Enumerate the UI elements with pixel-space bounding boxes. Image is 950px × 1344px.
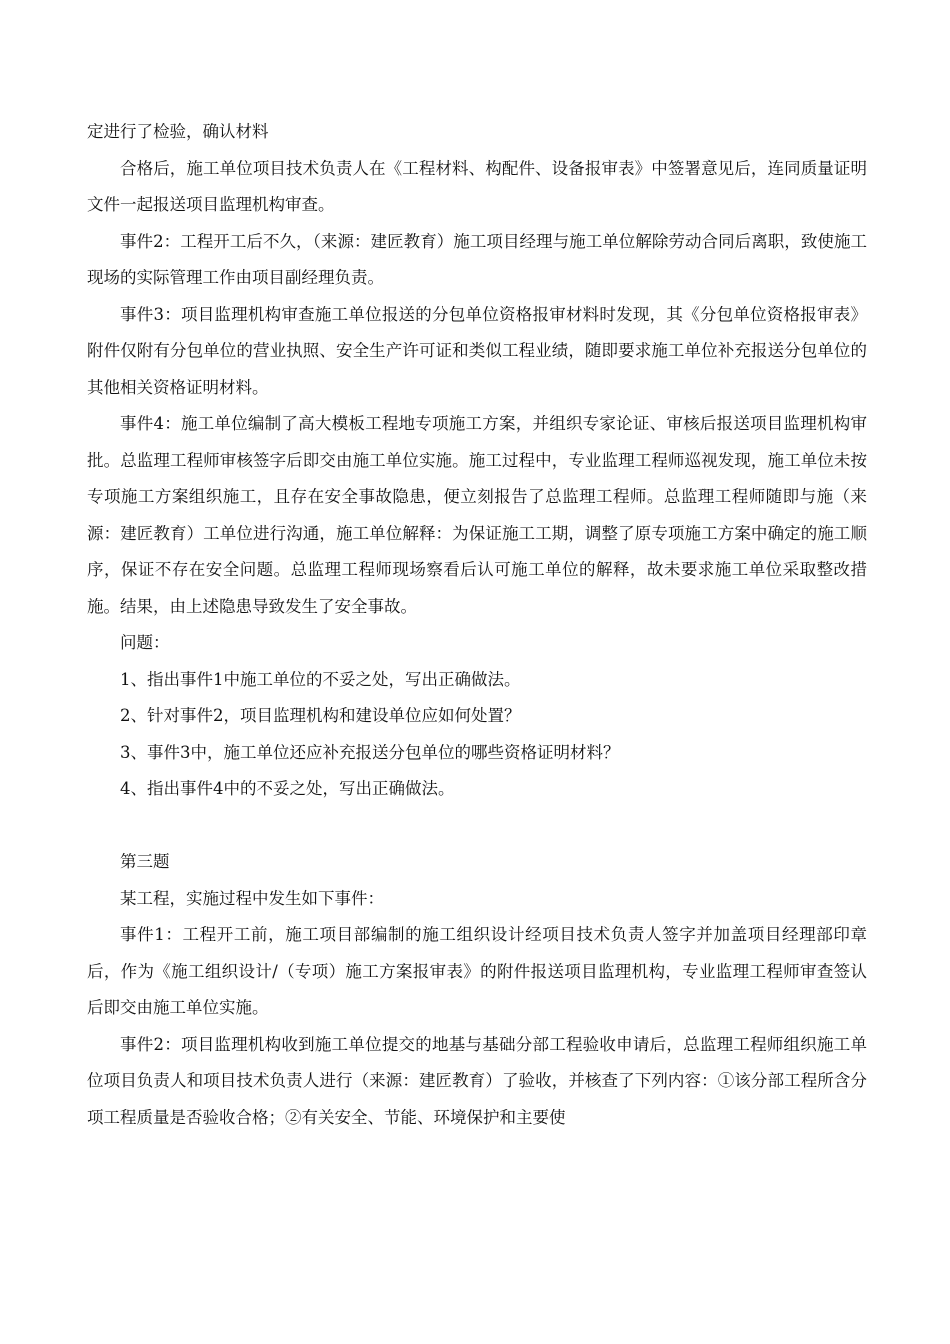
paragraph-event-3: 事件3：项目监理机构审查施工单位报送的分包单位资格报审材料时发现，其《分包单位资格报审表》附件仅附有分包单位的营业执照、安全生产许可证和类似工程业绩，随即要求施工单位补充报送分包单位的其他相关资格证明材料。 <box>87 304 867 397</box>
question-4: 4、指出事件4中的不妥之处，写出正确做法。 <box>120 779 455 798</box>
paragraph-event-4: 事件4：施工单位编制了高大模板工程地专项施工方案，并组织专家论证、审核后报送项目监理机构审批。总监理工程师审核签字后即交由施工单位实施。施工过程中，专业监理工程师巡视发现，施工单位未按专项施工方案组织施工，且存在安全事故隐患，便立刻报告了总监理工程师。总监理工程师随即与施（来源：建匠教育）工单位进行沟通，施工单位解释：为保证施工工期，调整了原专项施工方案中确定的施工顺序，保证不存在安全问题。总监理工程师现场察看后认可施工单位的解释，故未要求施工单位采取整改措施。结果，由上述隐患导致发生了安全事故。 <box>87 414 867 616</box>
paragraph-event-1-third: 事件1：工程开工前，施工项目部编制的施工组织设计经项目技术负责人签字并加盖项目经理部印章后，作为《施工组织设计/（专项）施工方案报审表》的附件报送项目监理机构，专业监理工程师审查签认后即交由施工单位实施。 <box>87 925 867 1017</box>
paragraph-intro: 某工程，实施过程中发生如下事件： <box>120 888 384 908</box>
document-body <box>87 114 867 1136</box>
section-title-third-question: 第三题 <box>120 852 170 871</box>
paragraph-event-2: 事件2：工程开工后不久，（来源：建匠教育）施工项目经理与施工单位解除劳动合同后离职，致使施工现场的实际管理工作由项目副经理负责。 <box>87 231 867 287</box>
paragraph-material-approval: 合格后，施工单位项目技术负责人在《工程材料、构配件、设备报审表》中签署意见后，连同质量证明文件一起报送项目监理机构审查。 <box>87 158 867 214</box>
question-1: 1、指出事件1中施工单位的不妥之处，写出正确做法。 <box>120 669 521 689</box>
questions-heading: 问题： <box>120 633 170 652</box>
paragraph-continuation: 定进行了检验，确认材料 <box>87 122 269 141</box>
section-gap <box>87 808 867 845</box>
question-2: 2、针对事件2，项目监理机构和建设单位应如何处置？ <box>120 706 521 725</box>
question-3: 3、事件3中，施工单位还应补充报送分包单位的哪些资格证明材料？ <box>120 742 620 762</box>
paragraph-event-2-third: 事件2：项目监理机构收到施工单位提交的地基与基础分部工程验收申请后，总监理工程师组织施工单位项目负责人和项目技术负责人进行（来源：建匠教育）了验收，并核查了下列内容：①该分部工程所含分项工程质量是否验收合格；②有关安全、节能、环境保护和主要使 <box>87 1034 867 1127</box>
